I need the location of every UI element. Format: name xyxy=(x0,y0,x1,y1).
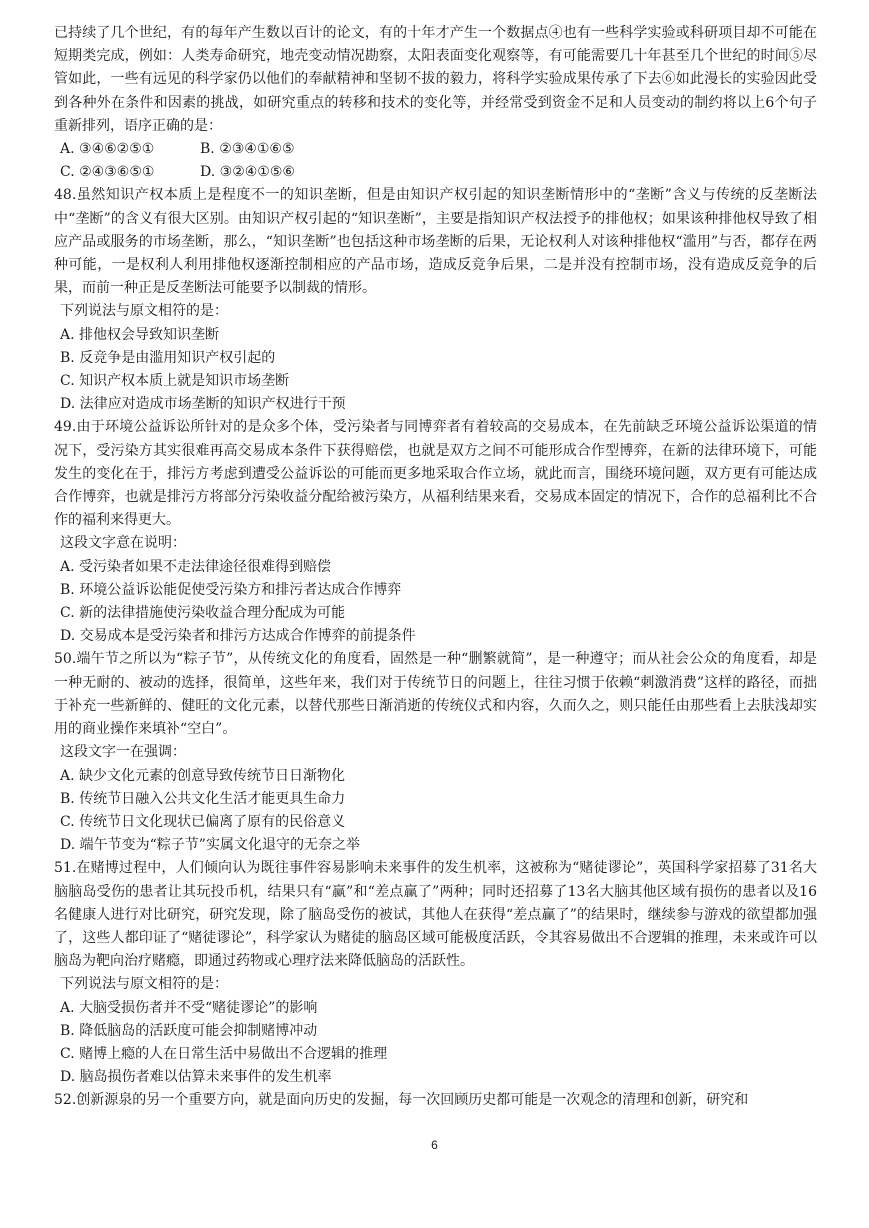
q47-option-c: C. ②④③⑥⑤① xyxy=(60,164,155,181)
q48-option-c: C. 知识产权本质上就是知识市场垄断 xyxy=(60,373,290,390)
q48-option-d: D. 法律应对造成市场垄断的知识产权进行干预 xyxy=(60,396,346,413)
q48-option-a: A. 排他权会导致知识垄断 xyxy=(60,326,220,343)
q50-option-d: D. 端午节变为“粽子节”实属文化退守的无奈之举 xyxy=(60,837,360,854)
q49-option-c: C. 新的法律措施使污染收益合理分配成为可能 xyxy=(60,605,346,622)
q48-option-b: B. 反竞争是由滥用知识产权引起的 xyxy=(60,349,276,366)
q47-stem: 已持续了几个世纪，有的每年产生数以百计的论文，有的十年才产生一个数据点④也有一些科学实验或科研项目却不可能在短期类完成，例如：人类寿命研究，地壳变动情况勘察，太阳表面变化观察等，有可能需要几十年甚至几个世纪的时间⑤尽管如此，一些有远见的科学家仍以他们的奉献精神和坚韧不拔的毅力，将科学实验成果传承了下去⑥如此漫长的实验因此受到各种外在条件和因素的挑战，如研究重点的转移和技术的变化等，并经常受到资金不足和人员变动的制约将以上6个句子重新排列，语序正确的是： xyxy=(54,25,817,134)
q50-stem: 50.端午节之所以为“粽子节”，从传统文化的角度看，固然是一种“删繁就简”，是一种遵守；而从社会公众的角度看，却是一种无耐的、被动的选择，很简单，这些年来，我们对于传统节日的问题上，往往习惯于依赖“刺激消费”这样的路径，而拙于补充一些新鲜的、健旺的文化元素，以替代那些日渐消逝的传统仪式和内容，久而久之，则只能任由那些看上去肤浅却实用的商业操作来填补“空白”。 xyxy=(54,651,817,738)
q52-stem: 52.创新源泉的另一个重要方向，就是面向历史的发掘，每一次回顾历史都可能是一次观念的清理和创新，研究和 xyxy=(54,1092,749,1109)
q47-options-row-2 xyxy=(54,161,817,184)
page-number: 6 xyxy=(431,1138,438,1152)
q50-option-a: A. 缺少文化元素的创意导致传统节日日渐物化 xyxy=(60,767,346,784)
q51-option-d: D. 脑岛损伤者难以估算未来事件的发生机率 xyxy=(60,1069,332,1086)
q49-option-a: A. 受污染者如果不走法律途径很难得到赔偿 xyxy=(60,558,332,575)
q51-option-b: B. 降低脑岛的活跃度可能会抑制赌博冲动 xyxy=(60,1022,318,1039)
q51-stem: 51.在赌博过程中，人们倾向认为既往事件容易影响未来事件的发生机率，这被称为“赌徒谬论”，英国科学家招募了31名大脑脑岛受伤的患者让其玩投币机，结果只有“赢”和“差点赢了”两种；同时还招募了13名大脑其他区域有损伤的患者以及16名健康人进行对比研究，研究发现，除了脑岛受伤的被试，其他人在获得“差点赢了”的结果时，继续参与游戏的欲望都加强了，这些人都印证了“赌徒谬论”，科学家认为赌徒的脑岛区域可能极度活跃，令其容易做出不合逻辑的推理，未来或许可以脑岛为靶向治疗赌瘾，即通过药物或心理疗法来降低脑岛的活跃性。 xyxy=(54,860,817,970)
q47-options-row-1 xyxy=(54,138,817,161)
q47-option-d: D. ③②④①⑤⑥ xyxy=(200,164,295,181)
q47-option-b: B. ②③④①⑥⑤ xyxy=(200,141,295,158)
q51-option-a: A. 大脑受损伤者并不受“赌徒谬论”的影响 xyxy=(60,999,318,1016)
q48-stem: 48.虽然知识产权本质上是程度不一的知识垄断，但是由知识产权引起的知识垄断情形中的“垄断”含义与传统的反垄断法中“垄断”的含义有很大区别。由知识产权引起的“知识垄断”，主要是指知识产权法授予的排他权；如果该种排他权导致了相应产品或服务的市场垄断，那么，“知识垄断”也包括这种市场垄断的后果，无论权利人对该种排他权“滥用”与否，都存在两种可能，一是权利人利用排他权逐渐控制相应的产品市场，造成反竞争后果，二是并没有控制市场，没有造成反竞争的后果，而前一种正是反垄断法可能要予以制裁的情形。 xyxy=(54,187,817,297)
q49-option-d: D. 交易成本是受污染者和排污方达成合作博弈的前提条件 xyxy=(60,628,416,645)
q47-option-a: A. ③④⑥②⑤① xyxy=(60,141,155,158)
q50-option-b: B. 传统节日融入公共文化生活才能更具生命力 xyxy=(60,790,346,807)
q50-prompt: 这段文字一在强调： xyxy=(60,744,186,761)
q50-option-c: C. 传统节日文化现状已偏离了原有的民俗意义 xyxy=(60,813,346,830)
q51-prompt: 下列说法与原文相符的是： xyxy=(60,976,228,993)
q51-option-c: C. 赌博上瘾的人在日常生活中易做出不合逻辑的推理 xyxy=(60,1045,388,1062)
q48-prompt: 下列说法与原文相符的是： xyxy=(60,303,228,320)
q49-option-b: B. 环境公益诉讼能促使受污染方和排污者达成合作博弈 xyxy=(60,581,402,598)
document-page xyxy=(54,22,817,1113)
q49-stem: 49.由于环境公益诉讼所针对的是众多个体，受污染者与同博弈者有着较高的交易成本，在先前缺乏环境公益诉讼渠道的情况下，受污染方其实很难再高交易成本条件下获得赔偿，也就是双方之间不可能形成合作型博弈，在新的法律环境下，可能发生的变化在于，排污方考虑到遭受公益诉讼的可能而更多地采取合作立场，就此而言，围绕环境问题，双方更有可能达成合作博弈，也就是排污方将部分污染收益分配给被污染方，从福利结果来看，交易成本固定的情况下，合作的总福利比不合作的福利来得更大。 xyxy=(54,419,817,529)
q49-prompt: 这段文字意在说明： xyxy=(60,535,186,552)
